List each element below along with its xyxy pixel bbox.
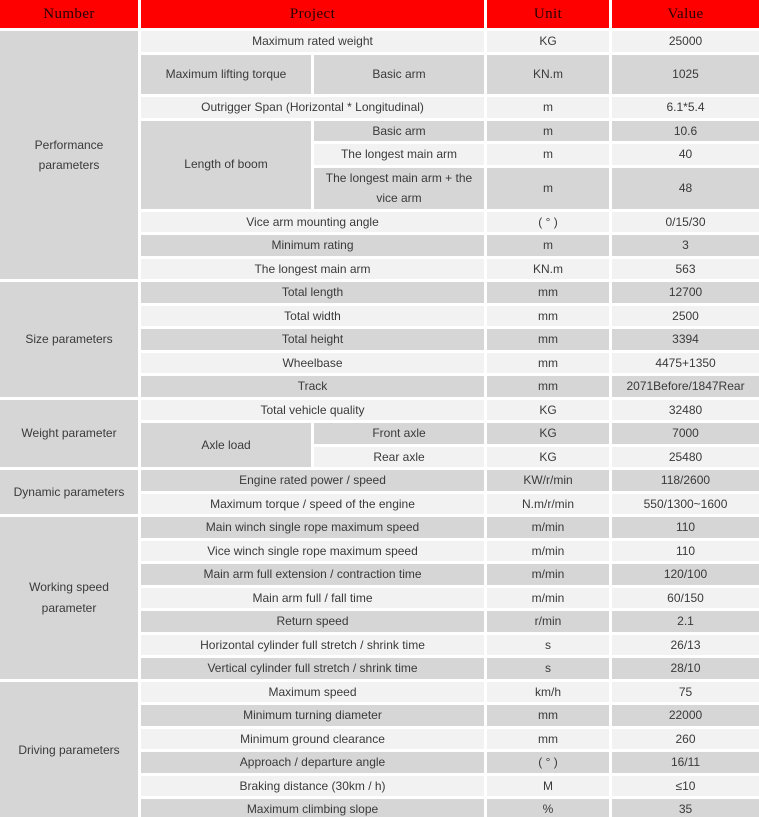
project-cell: Approach / departure angle: [141, 752, 484, 773]
value-cell: 12700: [612, 282, 759, 303]
value-cell: 22000: [612, 705, 759, 726]
table-row: [0, 517, 759, 538]
project-cell-axle-load: Axle load: [141, 423, 311, 467]
unit-cell: KG: [487, 447, 609, 468]
unit-cell: mm: [487, 705, 609, 726]
project-cell: Maximum torque / speed of the engine: [141, 494, 484, 515]
unit-cell: mm: [487, 306, 609, 327]
project-cell: Maximum rated weight: [141, 31, 484, 52]
value-cell: 3: [612, 235, 759, 256]
value-cell: 35: [612, 799, 759, 817]
project-cell: Track: [141, 376, 484, 397]
unit-cell: s: [487, 635, 609, 656]
value-cell: 120/100: [612, 564, 759, 585]
table-row: [0, 682, 759, 703]
unit-cell: ( ° ): [487, 212, 609, 233]
value-cell: 2.1: [612, 611, 759, 632]
project-cell-length-of-boom: Length of boom: [141, 121, 311, 209]
value-cell: 7000: [612, 423, 759, 444]
section-label-working-speed: Working speed parameter: [0, 517, 138, 679]
value-cell: 25480: [612, 447, 759, 468]
section-label-weight: Weight parameter: [0, 400, 138, 468]
unit-cell: M: [487, 776, 609, 797]
value-cell: 6.1*5.4: [612, 97, 759, 118]
project-cell: Minimum turning diameter: [141, 705, 484, 726]
unit-cell: m: [487, 121, 609, 142]
project-cell: Vertical cylinder full stretch / shrink time: [141, 658, 484, 679]
unit-cell: mm: [487, 353, 609, 374]
unit-cell: m: [487, 235, 609, 256]
table-row: [0, 31, 759, 52]
table-row: [0, 470, 759, 491]
sub-project-cell: Rear axle: [314, 447, 484, 468]
section-label-size: Size parameters: [0, 282, 138, 397]
unit-cell: m/min: [487, 541, 609, 562]
value-cell: 25000: [612, 31, 759, 52]
project-cell: Main winch single rope maximum speed: [141, 517, 484, 538]
sub-project-cell: Basic arm: [314, 55, 484, 95]
section-label-dynamic: Dynamic parameters: [0, 470, 138, 514]
value-cell: 75: [612, 682, 759, 703]
value-cell: 563: [612, 259, 759, 280]
project-cell: Total length: [141, 282, 484, 303]
project-cell: Main arm full extension / contraction time: [141, 564, 484, 585]
unit-cell: mm: [487, 729, 609, 750]
value-cell: 32480: [612, 400, 759, 421]
value-cell: 10.6: [612, 121, 759, 142]
table-row: [0, 400, 759, 421]
unit-cell: KW/r/min: [487, 470, 609, 491]
project-cell: Maximum speed: [141, 682, 484, 703]
table-row: [0, 282, 759, 303]
col-header-number: Number: [0, 0, 138, 28]
value-cell: 110: [612, 517, 759, 538]
unit-cell: m: [487, 168, 609, 209]
value-cell: 0/15/30: [612, 212, 759, 233]
sub-project-cell: The longest main arm + the vice arm: [314, 168, 484, 209]
value-cell: 40: [612, 144, 759, 165]
value-cell: 16/11: [612, 752, 759, 773]
unit-cell: KN.m: [487, 55, 609, 95]
value-cell: 2071Before/1847Rear: [612, 376, 759, 397]
unit-cell: m/min: [487, 517, 609, 538]
project-cell: Vice winch single rope maximum speed: [141, 541, 484, 562]
col-header-value: Value: [612, 0, 759, 28]
project-cell: The longest main arm: [141, 259, 484, 280]
project-cell: Maximum climbing slope: [141, 799, 484, 817]
unit-cell: mm: [487, 282, 609, 303]
value-cell: 1025: [612, 55, 759, 95]
col-header-unit: Unit: [487, 0, 609, 28]
unit-cell: KG: [487, 400, 609, 421]
unit-cell: mm: [487, 376, 609, 397]
unit-cell: mm: [487, 329, 609, 350]
unit-cell: m: [487, 97, 609, 118]
header-row: [0, 0, 759, 28]
unit-cell: KG: [487, 31, 609, 52]
value-cell: 60/150: [612, 588, 759, 609]
unit-cell: %: [487, 799, 609, 817]
unit-cell: N.m/r/min: [487, 494, 609, 515]
project-cell: Minimum ground clearance: [141, 729, 484, 750]
section-label-performance: Performance parameters: [0, 31, 138, 279]
value-cell: 550/1300~1600: [612, 494, 759, 515]
unit-cell: KG: [487, 423, 609, 444]
value-cell: 48: [612, 168, 759, 209]
value-cell: 4475+1350: [612, 353, 759, 374]
section-label-driving: Driving parameters: [0, 682, 138, 817]
unit-cell: m: [487, 144, 609, 165]
sub-project-cell: Front axle: [314, 423, 484, 444]
project-cell: Total vehicle quality: [141, 400, 484, 421]
value-cell: 118/2600: [612, 470, 759, 491]
project-cell: Main arm full / fall time: [141, 588, 484, 609]
unit-cell: KN.m: [487, 259, 609, 280]
unit-cell: ( ° ): [487, 752, 609, 773]
project-cell: Braking distance (30km / h): [141, 776, 484, 797]
unit-cell: m/min: [487, 564, 609, 585]
sub-project-cell: Basic arm: [314, 121, 484, 142]
col-header-project: Project: [141, 0, 484, 28]
value-cell: 110: [612, 541, 759, 562]
sub-project-cell: The longest main arm: [314, 144, 484, 165]
project-cell: Vice arm mounting angle: [141, 212, 484, 233]
unit-cell: s: [487, 658, 609, 679]
project-cell: Return speed: [141, 611, 484, 632]
project-cell: Minimum rating: [141, 235, 484, 256]
project-cell: Total width: [141, 306, 484, 327]
value-cell: 3394: [612, 329, 759, 350]
project-cell: Total height: [141, 329, 484, 350]
value-cell: ≤10: [612, 776, 759, 797]
project-cell: Outrigger Span (Horizontal * Longitudinal): [141, 97, 484, 118]
unit-cell: km/h: [487, 682, 609, 703]
project-cell: Engine rated power / speed: [141, 470, 484, 491]
project-cell: Horizontal cylinder full stretch / shrink time: [141, 635, 484, 656]
project-cell: Wheelbase: [141, 353, 484, 374]
value-cell: 26/13: [612, 635, 759, 656]
project-cell: Maximum lifting torque: [141, 55, 311, 95]
unit-cell: r/min: [487, 611, 609, 632]
value-cell: 2500: [612, 306, 759, 327]
unit-cell: m/min: [487, 588, 609, 609]
value-cell: 28/10: [612, 658, 759, 679]
value-cell: 260: [612, 729, 759, 750]
